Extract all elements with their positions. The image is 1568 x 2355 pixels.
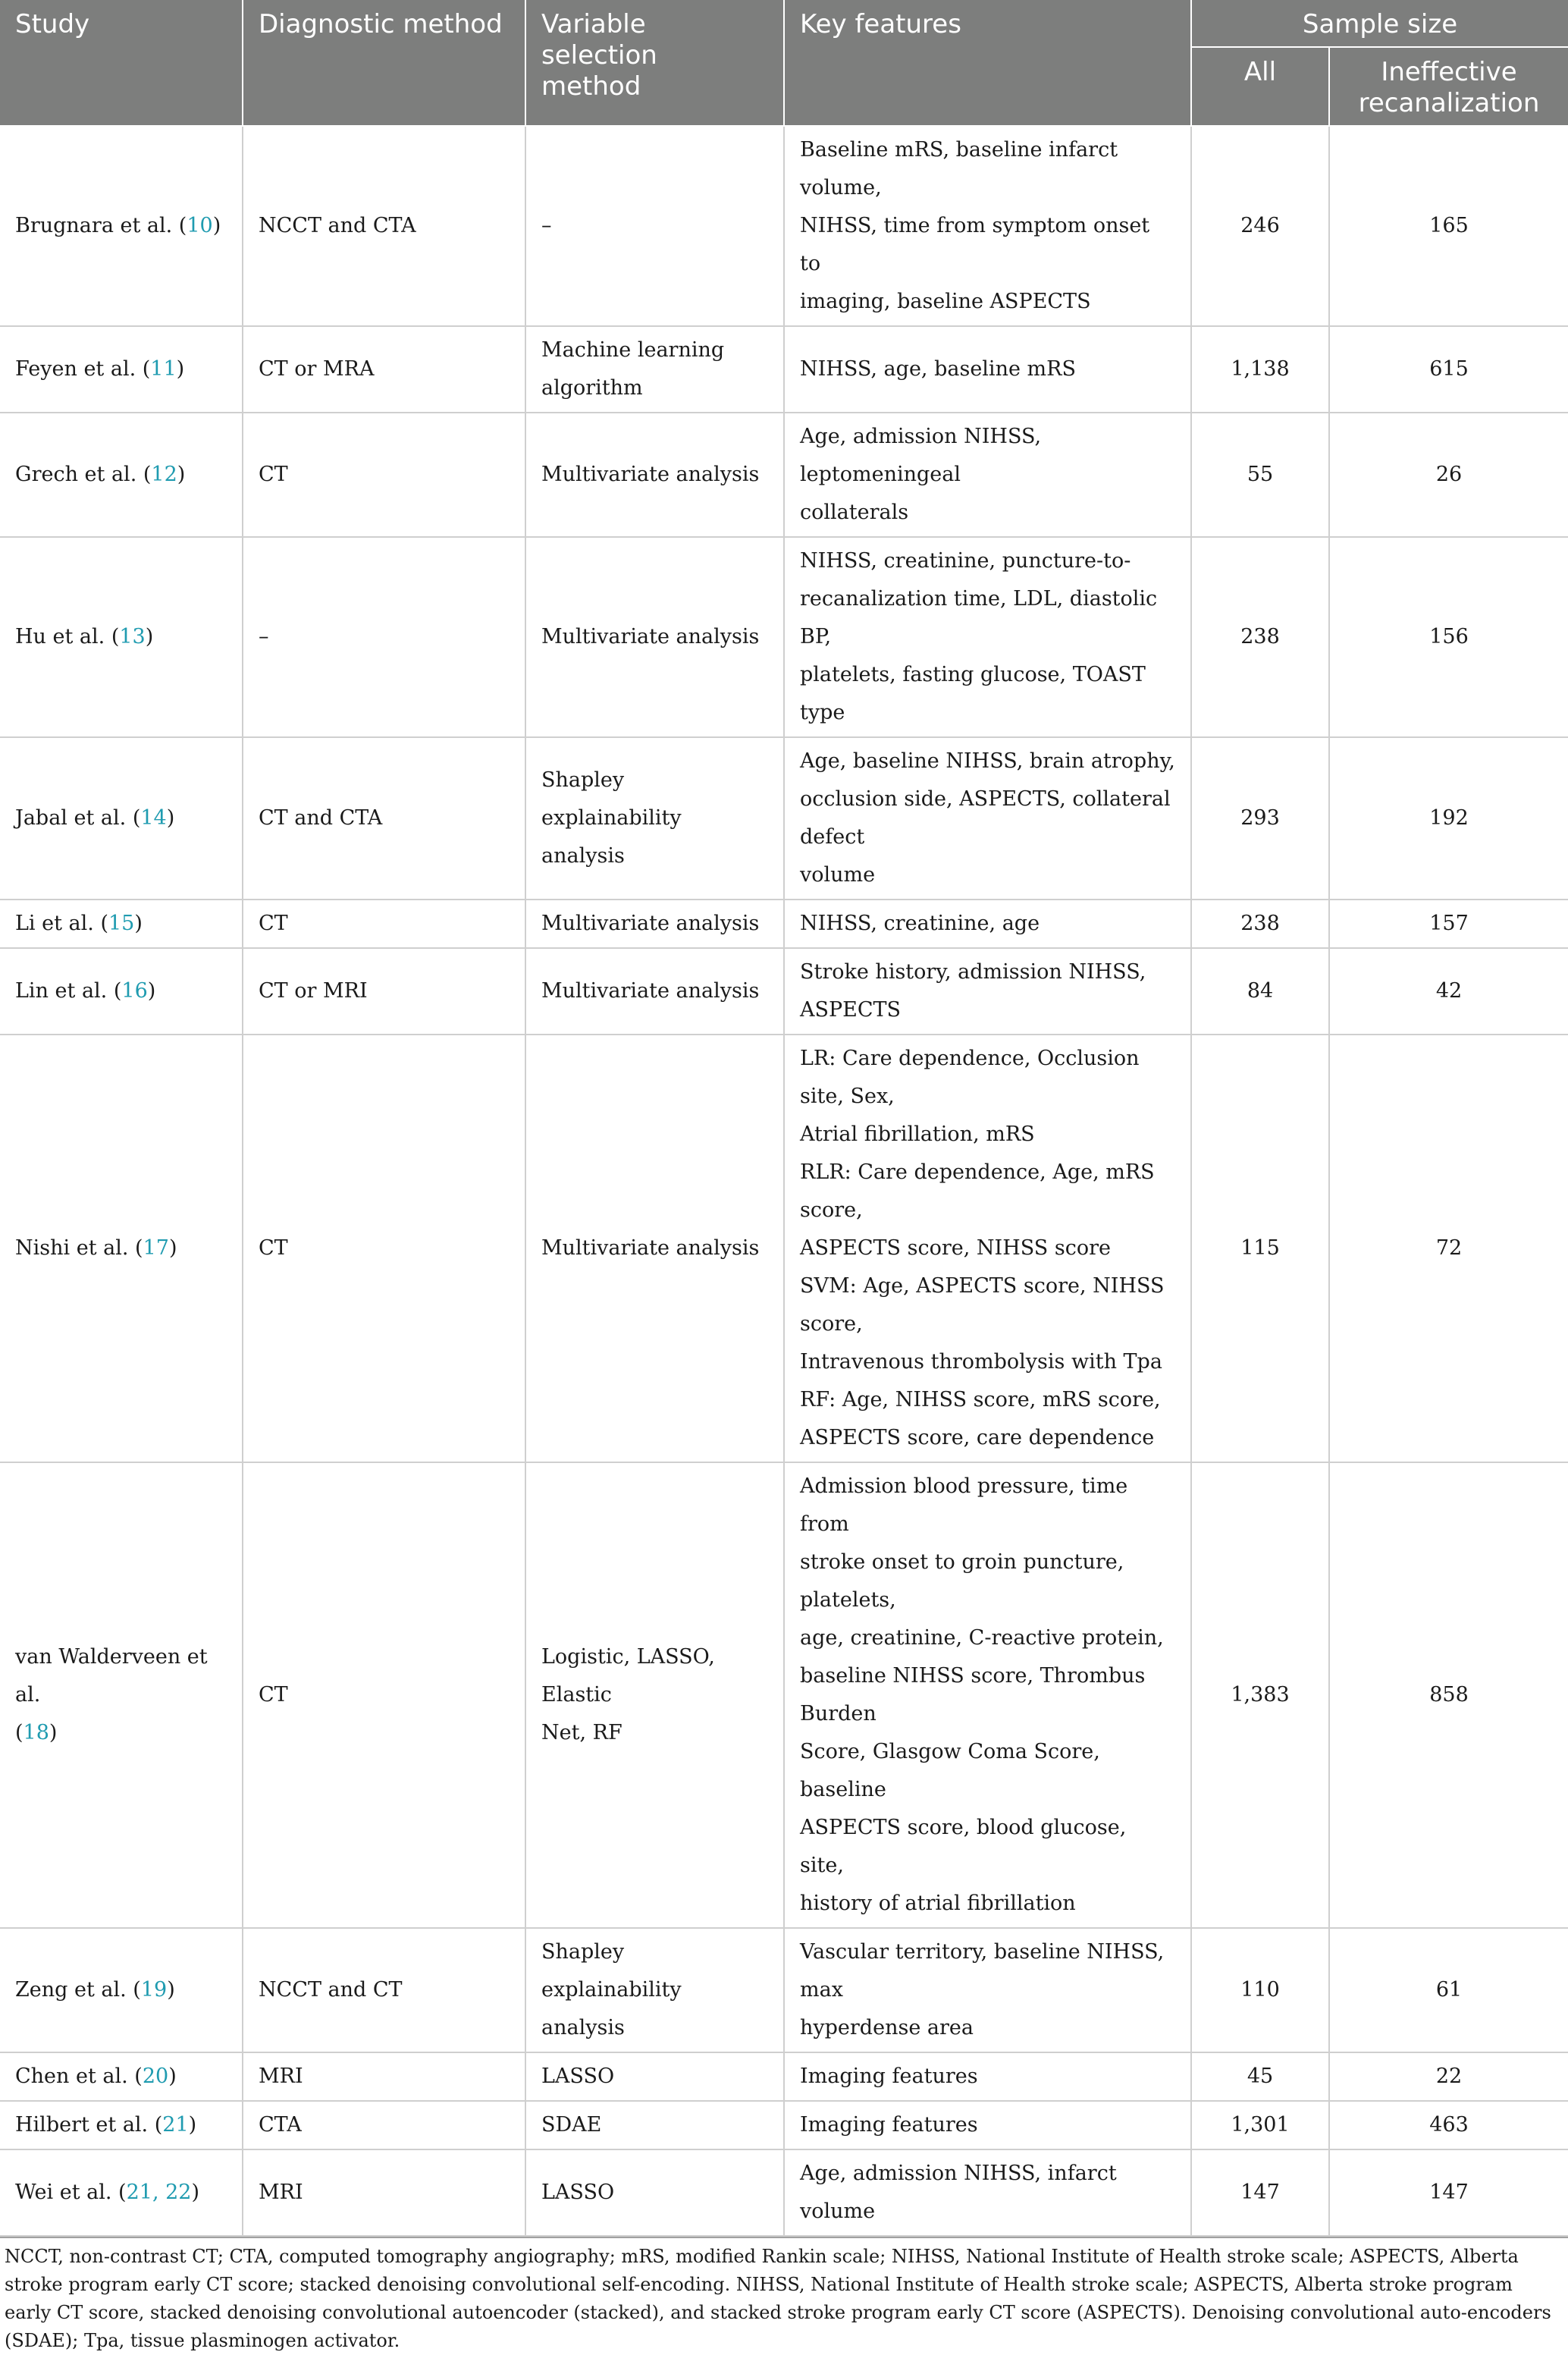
reference-link[interactable]: 12 <box>151 463 177 486</box>
table-header <box>0 0 1568 126</box>
cell-sample-all <box>1191 1462 1329 1928</box>
table-row <box>0 1928 1568 2052</box>
cell-sample-all-text: 55 <box>1247 463 1274 486</box>
cell-key-features <box>784 537 1191 737</box>
cell-diagnostic-method <box>243 1928 525 2052</box>
reference-link[interactable]: 19 <box>140 1978 168 2002</box>
table-body <box>0 126 1568 2236</box>
table-row <box>0 537 1568 737</box>
table-row <box>0 1035 1568 1462</box>
cell-variable-selection <box>525 537 784 737</box>
cell-study <box>0 2149 243 2236</box>
cell-key-features <box>784 2101 1191 2149</box>
study-name: Li et al. ( <box>15 912 108 935</box>
cell-key-features <box>784 2052 1191 2101</box>
cell-diagnostic-method-text: NCCT and CTA <box>259 214 416 237</box>
cell-variable-selection-text: Multivariate analysis <box>541 1236 760 1260</box>
cell-variable-selection <box>525 900 784 948</box>
table-row <box>0 326 1568 413</box>
cell-sample-all <box>1191 900 1329 948</box>
cell-variable-selection <box>525 737 784 900</box>
cell-variable-selection <box>525 126 784 326</box>
cell-variable-selection <box>525 1928 784 2052</box>
cell-sample-ineffective <box>1329 900 1568 948</box>
reference-close: ) <box>145 625 154 648</box>
cell-diagnostic-method-text: CT or MRI <box>259 979 368 1003</box>
cell-sample-ineffective <box>1329 948 1568 1035</box>
cell-diagnostic-method-text: CT <box>259 912 288 935</box>
cell-variable-selection <box>525 413 784 537</box>
cell-variable-selection <box>525 948 784 1035</box>
cell-key-features-text: NIHSS, creatinine, age <box>800 912 1040 935</box>
cell-sample-all-text: 1,383 <box>1231 1683 1290 1707</box>
reference-link[interactable]: 13 <box>119 625 146 648</box>
reference-close: ) <box>191 2181 200 2204</box>
cell-variable-selection-text: LASSO <box>541 2181 615 2204</box>
cell-sample-all-text: 1,301 <box>1231 2113 1290 2137</box>
cell-sample-all <box>1191 948 1329 1035</box>
table-row <box>0 126 1568 326</box>
cell-sample-all-text: 115 <box>1240 1236 1280 1260</box>
cell-sample-ineffective <box>1329 1928 1568 2052</box>
reference-close: ) <box>176 357 185 381</box>
cell-diagnostic-method <box>243 413 525 537</box>
cell-sample-all <box>1191 1928 1329 2052</box>
cell-diagnostic-method <box>243 326 525 413</box>
cell-sample-ineffective-text: 858 <box>1429 1683 1469 1707</box>
cell-diagnostic-method-text: MRI <box>259 2181 303 2204</box>
cell-sample-ineffective-text: 615 <box>1429 357 1469 381</box>
cell-study <box>0 1928 243 2052</box>
cell-sample-ineffective <box>1329 1462 1568 1928</box>
cell-diagnostic-method <box>243 1035 525 1462</box>
cell-key-features <box>784 1035 1191 1462</box>
header-ineffective: Ineffective recanalization <box>1329 47 1568 126</box>
cell-sample-ineffective-text: 72 <box>1435 1236 1463 1260</box>
cell-variable-selection-text: Multivariate analysis <box>541 912 760 935</box>
reference-close: ) <box>168 2065 177 2088</box>
study-name: Nishi et al. ( <box>15 1236 143 1260</box>
table-row <box>0 2052 1568 2101</box>
cell-sample-ineffective-text: 22 <box>1435 2065 1463 2088</box>
study-name: Feyen et al. ( <box>15 357 151 381</box>
cell-study <box>0 326 243 413</box>
cell-sample-ineffective-text: 26 <box>1435 463 1463 486</box>
cell-key-features-text: Age, baseline NIHSS, brain atrophy, occlusion side, ASPECTS, collateral defect volume <box>800 749 1175 887</box>
cell-variable-selection-text: SDAE <box>541 2113 602 2137</box>
cell-sample-all <box>1191 126 1329 326</box>
cell-sample-all-text: 147 <box>1240 2181 1280 2204</box>
cell-variable-selection-text: Shapley explainability analysis <box>541 768 682 868</box>
study-name: Chen et al. ( <box>15 2065 143 2088</box>
cell-sample-ineffective <box>1329 2101 1568 2149</box>
cell-study <box>0 2101 243 2149</box>
reference-close: ) <box>49 1721 58 1744</box>
cell-key-features-text: Imaging features <box>800 2065 978 2088</box>
cell-diagnostic-method <box>243 737 525 900</box>
table-row <box>0 900 1568 948</box>
cell-diagnostic-method-text: CT and CTA <box>259 806 383 830</box>
cell-sample-ineffective-text: 192 <box>1429 806 1469 830</box>
table-row <box>0 737 1568 900</box>
table-row <box>0 1462 1568 1928</box>
cell-sample-ineffective-text: 157 <box>1429 912 1469 935</box>
cell-study <box>0 948 243 1035</box>
cell-diagnostic-method-text: CTA <box>259 2113 302 2137</box>
cell-sample-ineffective <box>1329 2052 1568 2101</box>
cell-study <box>0 1462 243 1928</box>
cell-sample-ineffective-text: 156 <box>1429 625 1469 648</box>
cell-sample-ineffective-text: 147 <box>1429 2181 1469 2204</box>
cell-key-features <box>784 326 1191 413</box>
reference-link[interactable]: 20 <box>142 2065 169 2088</box>
reference-link[interactable]: 17 <box>143 1236 169 1260</box>
cell-variable-selection-text: Multivariate analysis <box>541 463 760 486</box>
cell-sample-ineffective <box>1329 1035 1568 1462</box>
study-name: Jabal et al. ( <box>15 806 141 830</box>
study-name: Wei et al. ( <box>15 2181 127 2204</box>
study-name: Lin et al. ( <box>15 979 122 1003</box>
cell-diagnostic-method <box>243 2149 525 2236</box>
reference-link[interactable]: 10 <box>187 214 213 237</box>
cell-diagnostic-method <box>243 2052 525 2101</box>
study-name: Grech et al. ( <box>15 463 152 486</box>
cell-variable-selection <box>525 326 784 413</box>
cell-sample-ineffective <box>1329 126 1568 326</box>
cell-diagnostic-method <box>243 1462 525 1928</box>
cell-key-features-text: Stroke history, admission NIHSS, ASPECTS <box>800 960 1146 1022</box>
cell-key-features <box>784 737 1191 900</box>
cell-key-features-text: Imaging features <box>800 2113 978 2137</box>
table-row <box>0 413 1568 537</box>
cell-variable-selection <box>525 2101 784 2149</box>
cell-sample-ineffective <box>1329 413 1568 537</box>
reference-link[interactable]: 21 <box>162 2113 189 2137</box>
cell-sample-all <box>1191 2101 1329 2149</box>
cell-variable-selection-text: Multivariate analysis <box>541 979 760 1003</box>
cell-study <box>0 1035 243 1462</box>
cell-sample-ineffective <box>1329 737 1568 900</box>
header-key-features: Key features <box>784 0 1191 126</box>
cell-sample-all-text: 84 <box>1247 979 1274 1003</box>
table-row <box>0 2101 1568 2149</box>
reference-link[interactable]: 16 <box>121 979 148 1003</box>
reference-close: ) <box>167 1978 175 2002</box>
cell-key-features-text: Age, admission NIHSS, leptomeningeal collaterals <box>800 425 1042 524</box>
cell-variable-selection-text: LASSO <box>541 2065 615 2088</box>
cell-sample-ineffective-text: 61 <box>1435 1978 1463 2002</box>
reference-link[interactable]: 15 <box>108 912 135 935</box>
cell-key-features <box>784 413 1191 537</box>
cell-diagnostic-method <box>243 900 525 948</box>
cell-sample-ineffective <box>1329 537 1568 737</box>
reference-link[interactable]: 11 <box>150 357 177 381</box>
cell-study <box>0 737 243 900</box>
cell-study <box>0 537 243 737</box>
cell-sample-ineffective-text: 463 <box>1429 2113 1469 2137</box>
cell-sample-ineffective <box>1329 2149 1568 2236</box>
cell-variable-selection-text: – <box>541 214 552 237</box>
cell-sample-all <box>1191 413 1329 537</box>
header-study: Study <box>0 0 243 126</box>
cell-study <box>0 900 243 948</box>
cell-variable-selection-text: Machine learning algorithm <box>541 338 725 400</box>
table-row <box>0 948 1568 1035</box>
cell-sample-ineffective-text: 165 <box>1429 214 1469 237</box>
cell-key-features-text: NIHSS, creatinine, puncture-to- recanalization time, LDL, diastolic BP, platelets, fasting glucose, TOAST type <box>800 549 1158 724</box>
reference-link[interactable]: 21, 22 <box>126 2181 192 2204</box>
cell-sample-ineffective-text: 42 <box>1435 979 1463 1003</box>
cell-key-features-text: Baseline mRS, baseline infarct volume, NIHSS, time from symptom onset to imaging, baseline ASPECTS <box>800 138 1150 313</box>
header-diagnostic-method: Diagnostic method <box>243 0 525 126</box>
cell-diagnostic-method-text: – <box>259 625 269 648</box>
cell-variable-selection <box>525 2052 784 2101</box>
table-row <box>0 2149 1568 2236</box>
cell-key-features-text: NIHSS, age, baseline mRS <box>800 357 1076 381</box>
header-variable-selection: Variable selection method <box>525 0 784 126</box>
cell-key-features-text: LR: Care dependence, Occlusion site, Sex, Atrial fibrillation, mRS RLR: Care dependence, Age, mRS score, ASPECTS score, NIHSS score SVM: Age, ASPECTS score, NIHSS score, Intravenous thrombolysis with Tpa RF: Age, NIHSS score, mRS score, ASPECTS score, care dependence <box>800 1047 1165 1449</box>
cell-sample-all-text: 246 <box>1240 214 1280 237</box>
study-name: Brugnara et al. ( <box>15 214 187 237</box>
cell-key-features <box>784 1462 1191 1928</box>
cell-key-features <box>784 948 1191 1035</box>
cell-sample-all <box>1191 2052 1329 2101</box>
cell-key-features <box>784 900 1191 948</box>
cell-variable-selection-text: Shapley explainability analysis <box>541 1940 682 2039</box>
header-sample-size: Sample size <box>1191 0 1568 47</box>
study-name: Hu et al. ( <box>15 625 120 648</box>
cell-diagnostic-method <box>243 948 525 1035</box>
cell-sample-all-text: 238 <box>1240 912 1280 935</box>
cell-sample-all-text: 45 <box>1247 2065 1274 2088</box>
cell-sample-all <box>1191 2149 1329 2236</box>
cell-sample-all <box>1191 326 1329 413</box>
cell-sample-all <box>1191 1035 1329 1462</box>
cell-key-features <box>784 2149 1191 2236</box>
cell-diagnostic-method-text: NCCT and CT <box>259 1978 403 2002</box>
cell-study <box>0 2052 243 2101</box>
reference-link[interactable]: 14 <box>140 806 167 830</box>
cell-diagnostic-method-text: CT <box>259 1683 288 1707</box>
header-all: All <box>1191 47 1329 126</box>
cell-key-features-text: Age, admission NIHSS, infarct volume <box>800 2162 1117 2223</box>
cell-sample-all <box>1191 537 1329 737</box>
study-name: Zeng et al. ( <box>15 1978 141 2002</box>
cell-key-features <box>784 126 1191 326</box>
cell-variable-selection-text: Multivariate analysis <box>541 625 760 648</box>
cell-variable-selection <box>525 1462 784 1928</box>
cell-key-features-text: Admission blood pressure, time from stroke onset to groin puncture, platelets, age, creatinine, C-reactive protein, baseline NIHSS score, Thrombus Burden Score, Glasgow Coma Score, baseline ASPECTS score, blood glucose, site, history of atrial fibrillation <box>800 1474 1164 1915</box>
reference-close: ) <box>134 912 143 935</box>
cell-diagnostic-method <box>243 126 525 326</box>
cell-variable-selection-text: Logistic, LASSO, Elastic Net, RF <box>541 1645 715 1744</box>
study-name: van Walderveen et al. ( <box>15 1645 208 1744</box>
cell-sample-all-text: 293 <box>1240 806 1280 830</box>
cell-diagnostic-method-text: MRI <box>259 2065 303 2088</box>
reference-close: ) <box>147 979 156 1003</box>
table-footnote: NCCT, non-contrast CT; CTA, computed tomography angiography; mRS, modified Rankin scale; NIHSS, National Institute of Health stroke scale; ASPECTS, Alberta stroke program early CT score; stacked denoising convolutional self-encoding. NIHSS, National Institute of Health stroke scale; ASPECTS, Alberta stroke program early CT score, stacked denoising convolutional autoencoder (stacked), and stacked stroke program early CT score (ASPECTS). Denoising convolutional auto-encoders (SDAE); Tpa, tissue plasminogen activator. <box>0 2237 1568 2355</box>
study-name: Hilbert et al. ( <box>15 2113 163 2137</box>
reference-close: ) <box>168 1236 177 1260</box>
cell-diagnostic-method-text: CT or MRA <box>259 357 375 381</box>
cell-study <box>0 413 243 537</box>
reference-link[interactable]: 18 <box>23 1721 49 1744</box>
reference-close: ) <box>177 463 186 486</box>
cell-sample-all-text: 110 <box>1240 1978 1280 2002</box>
reference-close: ) <box>188 2113 197 2137</box>
cell-sample-all-text: 1,138 <box>1231 357 1290 381</box>
cell-diagnostic-method-text: CT <box>259 463 288 486</box>
cell-variable-selection <box>525 2149 784 2236</box>
cell-sample-all-text: 238 <box>1240 625 1280 648</box>
cell-diagnostic-method <box>243 537 525 737</box>
cell-sample-ineffective <box>1329 326 1568 413</box>
cell-key-features-text: Vascular territory, baseline NIHSS, max hyperdense area <box>800 1940 1165 2039</box>
cell-diagnostic-method-text: CT <box>259 1236 288 1260</box>
cell-diagnostic-method <box>243 2101 525 2149</box>
cell-variable-selection <box>525 1035 784 1462</box>
cell-sample-all <box>1191 737 1329 900</box>
reference-close: ) <box>166 806 175 830</box>
reference-close: ) <box>212 214 221 237</box>
cell-study <box>0 126 243 326</box>
cell-key-features <box>784 1928 1191 2052</box>
